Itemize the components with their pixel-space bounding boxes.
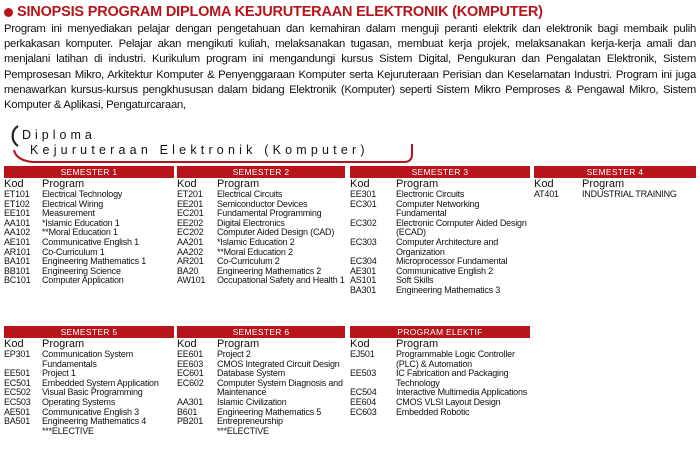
- program-elektif-block: [350, 326, 530, 417]
- course-code: AR101: [4, 246, 31, 257]
- course-name: Engineering Mathematics 5: [217, 406, 322, 417]
- diploma-line1: Diploma: [22, 128, 96, 142]
- course-code: AE501: [4, 406, 31, 417]
- course-name: Measurement: [42, 208, 95, 219]
- course-code: EE603: [177, 358, 204, 369]
- page-title: SINOPSIS PROGRAM DIPLOMA KEJURUTERAAN ELEKTRONIK (KOMPUTER): [17, 4, 543, 20]
- course-code: BA501: [4, 416, 31, 427]
- course-code: BA20: [177, 265, 199, 276]
- course-code: BB101: [4, 265, 31, 276]
- program-header: Program: [396, 178, 439, 190]
- semester-1-block: [4, 166, 174, 286]
- course-code: BC101: [4, 275, 31, 286]
- course-code: EC601: [177, 368, 204, 379]
- kod-header: Kod: [4, 178, 24, 190]
- course-name: Soft Skills: [396, 275, 434, 286]
- course-name: ***ELECTIVE: [42, 425, 94, 436]
- course-code: PB201: [177, 416, 204, 427]
- course-name: ***ELECTIVE: [217, 425, 269, 436]
- table-row: [534, 190, 696, 200]
- course-name: Electrical Circuits: [217, 189, 283, 199]
- course-name: Operating Systems: [42, 396, 116, 407]
- semester-4-block: [534, 166, 696, 200]
- course-name: Fundamental Programming: [217, 208, 322, 219]
- course-name: Islamic Civilization: [217, 396, 287, 407]
- program-header: Program: [217, 178, 260, 190]
- course-name: Computer Networking Fundamental: [396, 198, 480, 219]
- semester-3-block: [350, 166, 530, 296]
- table-row: [350, 267, 530, 277]
- course-name: Semiconductor Devices: [217, 198, 308, 209]
- course-name: Computer Application: [42, 275, 124, 286]
- semester-5-rows: [4, 350, 174, 436]
- course-code: AT401: [534, 189, 559, 199]
- table-row: [4, 276, 174, 286]
- course-name: Electrical Technology: [42, 189, 123, 199]
- course-name: Engineering Mathematics 2: [217, 265, 322, 276]
- course-name: *Islamic Education 1: [42, 217, 120, 228]
- semester-header: PROGRAM ELEKTIF: [350, 326, 530, 338]
- course-name: CMOS VLSI Layout Design: [396, 396, 501, 407]
- kod-header: Kod: [350, 338, 370, 350]
- course-name: **Moral Education 1: [42, 227, 118, 238]
- course-name: Embedded System Application: [42, 377, 159, 388]
- course-name: Engineering Mathematics 4: [42, 416, 147, 427]
- course-name: Communicative English 2: [396, 265, 493, 276]
- semester-header: SEMESTER 3: [350, 166, 530, 178]
- course-code: AA202: [177, 246, 204, 257]
- course-code: AE301: [350, 265, 377, 276]
- course-name: Engineering Mathematics 3: [396, 284, 501, 295]
- course-name: Electrical Wiring: [42, 198, 104, 209]
- course-name: Electronic Circuits: [396, 189, 465, 199]
- course-name: Computer Architecture and Organization: [396, 236, 499, 257]
- program-header: Program: [217, 338, 260, 350]
- course-code: AE101: [4, 236, 31, 247]
- table-row: [4, 427, 174, 437]
- course-code: ET101: [4, 189, 30, 199]
- semester-5-block: [4, 326, 174, 436]
- course-code: ET201: [177, 189, 203, 199]
- course-code: EE101: [4, 208, 31, 219]
- course-name: Database System: [217, 368, 286, 379]
- kod-header: Kod: [4, 338, 24, 350]
- course-name: Communicative English 3: [42, 406, 139, 417]
- semester-6-block: [177, 326, 345, 436]
- semester-1-rows: [4, 190, 174, 286]
- course-code: EC301: [350, 198, 377, 209]
- course-code: ET102: [4, 198, 30, 209]
- course-code: BA101: [4, 256, 31, 267]
- semester-header: SEMESTER 6: [177, 326, 345, 338]
- course-name: Computer System Diagnosis and Maintenance: [217, 377, 343, 398]
- course-code: EE601: [177, 349, 204, 359]
- course-name: Communicative English 1: [42, 236, 139, 247]
- semester-header: SEMESTER 5: [4, 326, 174, 338]
- course-code: EC302: [350, 217, 377, 228]
- course-name: Project 2: [217, 349, 251, 359]
- course-name: Occupational Safety and Health 1: [217, 275, 345, 286]
- course-code: AA101: [4, 217, 31, 228]
- semester-4-rows: [534, 190, 696, 200]
- course-name: Visual Basic Programming: [42, 387, 143, 398]
- course-name: Co-Curriculum 1: [42, 246, 105, 257]
- course-name: Microprocessor Fundamental: [396, 256, 508, 267]
- course-name: Project 1: [42, 368, 76, 379]
- course-code: EE301: [350, 189, 377, 199]
- course-name: Communication System Fundamentals: [42, 349, 134, 369]
- course-code: [4, 427, 42, 437]
- kod-header: Kod: [350, 178, 370, 190]
- course-name: Digital Electronics: [217, 217, 285, 228]
- course-code: EC603: [350, 406, 377, 417]
- semester-header: SEMESTER 2: [177, 166, 345, 178]
- semester-2-block: [177, 166, 345, 286]
- course-code: EP301: [4, 349, 31, 359]
- semester-2-rows: [177, 190, 345, 286]
- course-name: Electronic Computer Aided Design (ECAD): [396, 217, 527, 238]
- course-code: EE501: [4, 368, 31, 379]
- course-code: EJ501: [350, 349, 375, 359]
- course-code: EC504: [350, 387, 377, 398]
- course-name: *Islamic Education 2: [217, 236, 295, 247]
- kod-header: Kod: [177, 178, 197, 190]
- course-name: Co-Curriculum 2: [217, 256, 280, 267]
- course-code: EE202: [177, 217, 204, 228]
- table-row: [350, 369, 530, 388]
- table-row: [177, 427, 345, 437]
- course-code: [177, 427, 217, 437]
- course-code: EC304: [350, 256, 377, 267]
- course-code: EE201: [177, 198, 204, 209]
- program-elektif-rows: [350, 350, 530, 417]
- course-code: AA201: [177, 236, 204, 247]
- course-code: AA301: [177, 396, 204, 407]
- course-name: Programmable Logic Controller (PLC) & Automation: [396, 349, 515, 369]
- course-code: AS101: [350, 275, 377, 286]
- table-row: [350, 219, 530, 238]
- course-code: EE503: [350, 368, 377, 379]
- course-name: Interactive Multimedia Applications: [396, 387, 528, 398]
- kod-header: Kod: [177, 338, 197, 350]
- course-code: EE604: [350, 396, 377, 407]
- course-name: Entrepreneurship: [217, 416, 283, 427]
- course-code: EC201: [177, 208, 204, 219]
- program-header: Program: [42, 338, 85, 350]
- course-code: EC202: [177, 227, 204, 238]
- course-name: IC Fabrication and Packaging Technology: [396, 368, 509, 388]
- semester-header: SEMESTER 4: [534, 166, 696, 178]
- semester-6-rows: [177, 350, 345, 436]
- course-code: AA102: [4, 227, 31, 238]
- course-code: AR201: [177, 256, 204, 267]
- table-row: [350, 200, 530, 219]
- table-row: [350, 286, 530, 296]
- semester-header: SEMESTER 1: [4, 166, 174, 178]
- synopsis-paragraph: Program ini menyediakan pelajar dengan pengetahuan dan kemahiran dalam menguji peranti elektrik dan elektronik bagi membaik pulih perkakasan komputer. Pelajar akan mengikuti kuliah, melaksanakan tugasan, membuat kerja projek, melaksanakan kerja-kerja amali dan menjalani latihan di industri. Kurikulum program ini mengandungi kursus Sistem Digital, Pengukuran dan Pengalatan Elektronik, Sistem Pemprosesan Mikro, Arkitektur Komputer & Penyenggaraan Komputer serta Kejuruteraan Perisian dan Keselamatan Industri. Program ini juga menawarkan kursus-kursus pengkhususan dalam bidang Elektronik (Komputer) seperti Sistem Mikro Pemproses & Pengawal Mikro, Sistem Komputer & Aplikasi, Pengaturcaraan,: [4, 23, 696, 112]
- course-code: EC303: [350, 236, 377, 247]
- table-row: [350, 238, 530, 257]
- course-code: AW101: [177, 275, 206, 286]
- course-code: EC501: [4, 377, 31, 388]
- program-header: Program: [582, 178, 625, 190]
- program-header: Program: [396, 338, 439, 350]
- table-row: [350, 350, 530, 369]
- kod-header: Kod: [534, 178, 554, 190]
- course-code: BA301: [350, 284, 377, 295]
- course-code: EC503: [4, 396, 31, 407]
- course-code: EC502: [4, 387, 31, 398]
- table-row: [177, 379, 345, 398]
- semester-3-rows: [350, 190, 530, 296]
- program-header: Program: [42, 178, 85, 190]
- diploma-line2: Kejuruteraan Elektronik (Komputer): [30, 143, 369, 157]
- course-name: Engineering Science: [42, 265, 121, 276]
- course-code: EC602: [177, 377, 204, 388]
- course-name: Computer Aided Design (CAD): [217, 227, 335, 238]
- course-name: Engineering Mathematics 1: [42, 256, 147, 267]
- course-name: CMOS Integrated Circuit Design: [217, 358, 340, 369]
- course-name: INDUSTRIAL TRAINING: [582, 189, 677, 199]
- title-row: [4, 2, 696, 22]
- course-name: Embedded Robotic: [396, 406, 470, 417]
- course-name: **Moral Education 2: [217, 246, 293, 257]
- bullet-icon: [4, 8, 13, 17]
- course-code: B601: [177, 406, 198, 417]
- table-row: [177, 276, 345, 286]
- table-row: [350, 408, 530, 418]
- table-row: [4, 350, 174, 369]
